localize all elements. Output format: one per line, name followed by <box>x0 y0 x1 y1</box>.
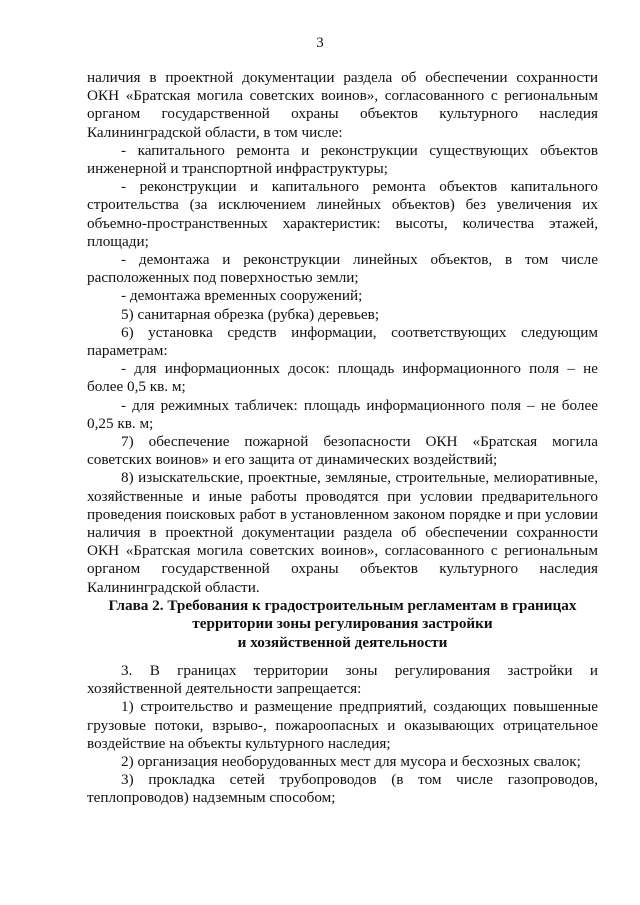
list-item-capital-repair: - капитального ремонта и реконструкции существующих объектов инженерной и транспортной инфраструктуры; <box>87 141 598 178</box>
chapter-heading-line-2: территории зоны регулирования застройки <box>192 615 493 633</box>
list-item-7: 7) обеспечение пожарной безопасности ОКН «Братская могила советских воинов» и его защита от динамических воздействий; <box>87 433 598 469</box>
page-number: 3 <box>316 35 324 51</box>
list-item-dismantling-linear: - демонтажа и реконструкции линейных объектов, в том числе расположенных под поверхностью земли; <box>87 251 598 287</box>
paragraph-continuation: наличия в проектной документации раздела об обеспечении сохранности ОКН «Братская могила советских воинов», согласованного с региональным органом государственной охраны объектов культурного наследия Калининградской области, в том числе: <box>87 69 598 141</box>
list-item-regime-plates: - для режимных табличек: площадь информационного поля – не более 0,25 кв. м; <box>87 396 598 432</box>
list-item-6: 6) установка средств информации, соответствующих следующим параметрам: <box>87 323 598 360</box>
chapter-heading-line-1: Глава 2. Требования к градостроительным регламентам в границах <box>108 597 577 614</box>
prohibition-item-3: 3) прокладка сетей трубопроводов (в том числе газопроводов, теплопроводов) надземным способом; <box>87 771 598 807</box>
prohibition-item-2: 2) организация необорудованных мест для мусора и бесхозных свалок; <box>121 753 581 771</box>
chapter-heading-line-3: и хозяйственной деятельности <box>237 633 448 651</box>
upper-text-block <box>87 69 598 597</box>
list-item-info-boards: - для информационных досок: площадь информационного поля – не более 0,5 кв. м; <box>87 360 598 396</box>
list-item-5: 5) санитарная обрезка (рубка) деревьев; <box>121 305 380 323</box>
list-item-dismantling-temporary: - демонтажа временных сооружений; <box>121 287 363 305</box>
prohibition-item-1: 1) строительство и размещение предприятий, создающих повышенные грузовые потоки, взрыво-, пожароопасных и оказывающих отрицательное воздействие на объекты культурного наследия; <box>87 698 598 752</box>
list-item-8: 8) изыскательские, проектные, земляные, строительные, мелиоративные, хозяйственные и иные работы проводятся при условии предварительного проведения поисковых работ в установленном законом порядке и при условии наличия в проектной документации раздела об обеспечении сохранности ОКН «Братская могила советских воинов», согласованного с региональным органом государственной охраны объектов культурного наследия Калининградской области. <box>87 469 598 596</box>
lower-text-block <box>87 662 598 808</box>
chapter-heading <box>87 597 598 652</box>
clause-3-intro: 3. В границах территории зоны регулирования застройки и хозяйственной деятельности запрещается: <box>87 662 598 698</box>
list-item-reconstruction: - реконструкции и капитального ремонта объектов капитального строительства (за исключением линейных объектов) без увеличения их объемно-пространственных характеристик: высоты, количества этажей, площади; <box>87 178 598 250</box>
